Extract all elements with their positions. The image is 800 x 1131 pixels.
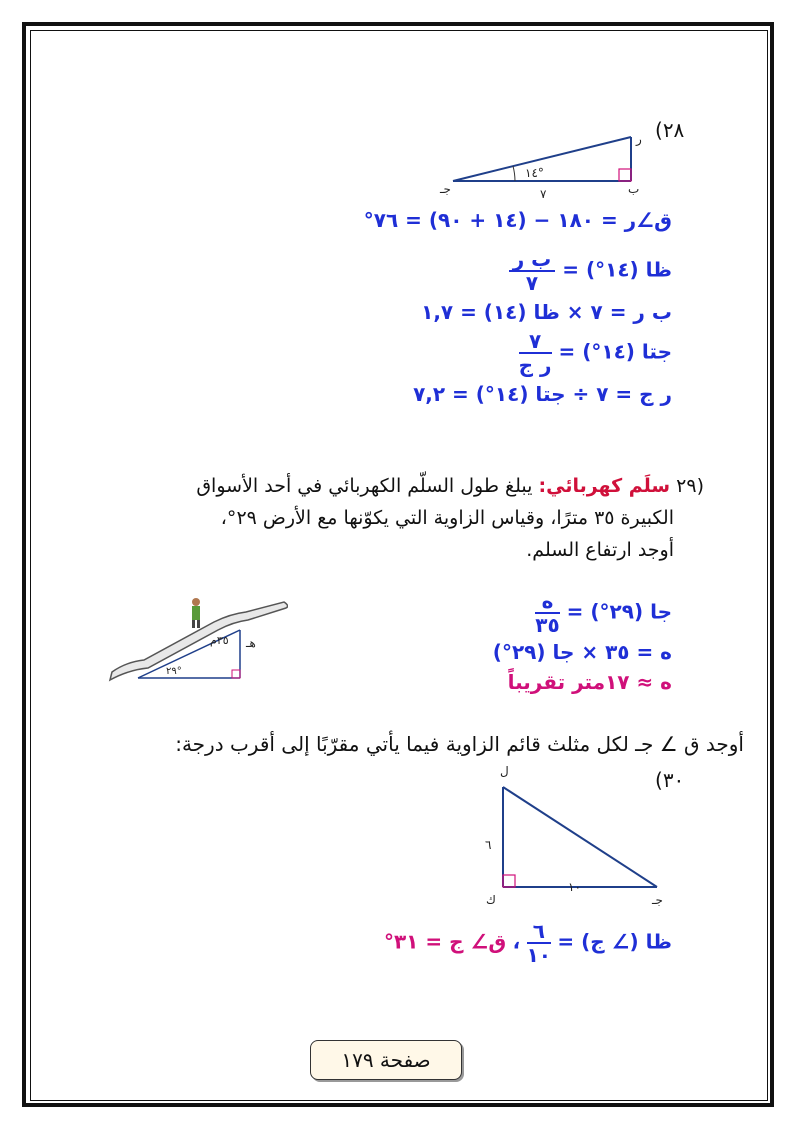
p28-line4 [519, 330, 672, 376]
p28-line2-den: ٧ [525, 271, 539, 295]
p28-line2 [509, 248, 672, 294]
escalator-diagram [108, 590, 288, 690]
label-side-10: ١٠ [568, 880, 581, 894]
p30-eq-left: ظا (∠ ج) = [557, 929, 672, 954]
label-side-6: ٦ [485, 838, 492, 852]
problem-29-number: (٢٩ [676, 475, 704, 497]
label-k: ك [486, 893, 496, 907]
page-number-box: صفحة ١٧٩ [310, 1040, 462, 1080]
p30-eq-fraction [527, 920, 551, 966]
p28-line4-fraction [519, 330, 552, 376]
p28-line4-den: ر ج [518, 353, 552, 377]
p28-line4-left: جتا (١٤°) = [558, 339, 672, 364]
p29-line1-den: ٣٥ [535, 613, 560, 637]
p28-line3: ب ر = ٧ × ظا (١٤) = ١,٧ [421, 300, 672, 324]
label-j-30: جـ [652, 893, 663, 907]
p30-eq-sep: ، [512, 929, 521, 954]
p30-equation [384, 920, 672, 966]
problem-29-line1 [196, 475, 704, 497]
p29-line1-left: جا (٢٩°) = [566, 599, 672, 624]
problem-29-text1: يبلغ طول السلّم الكهربائي في أحد الأسواق [196, 475, 533, 497]
p30-eq-right: ق∠ ج = ٣١° [383, 929, 507, 954]
p30-eq-den: ١٠ [526, 943, 552, 967]
problem-28-number: (٢٨ [655, 118, 685, 142]
p28-line5: ر ج = ٧ ÷ جتا (١٤°) = ٧,٢ [413, 382, 672, 406]
p29-line1-num: ه [535, 590, 559, 614]
label-hyp-35: ٣٥م [210, 634, 229, 647]
label-height-h: هـ [246, 636, 256, 650]
label-r: ر [636, 132, 642, 146]
problem-30-number: (٣٠ [655, 768, 685, 792]
label-b: ب [628, 182, 640, 196]
problem-30-triangle [495, 775, 665, 895]
p28-line4-num: ٧ [519, 330, 552, 354]
problem-29-text3: أوجد ارتفاع السلم. [526, 539, 674, 561]
label-angle-14: ١٤° [525, 166, 544, 180]
instruction-text: أوجد ق ∠ جـ لكل مثلث قائم الزاوية فيما يأتي مقرّبًا إلى أقرب درجة: [175, 732, 744, 756]
p29-line1-fraction [535, 590, 559, 636]
p29-line3: ه ≈ ١٧متر تقريباً [507, 670, 672, 694]
label-angle-29: ٢٩° [166, 666, 182, 677]
label-j: جـ [440, 182, 451, 196]
p29-line1 [535, 590, 672, 636]
p28-line1: ق∠ر = ١٨٠ − (١٤ + ٩٠) = ٧٦° [363, 208, 672, 232]
p28-line2-num: ب ر [509, 248, 556, 272]
label-side-7: ٧ [540, 187, 547, 201]
problem-29-title: سلَم كهربائي: [538, 475, 671, 497]
person-icon [192, 598, 200, 606]
p28-line2-fraction [509, 248, 556, 294]
p29-line2: ه = ٣٥ × جا (٢٩°) [492, 640, 672, 664]
p28-line2-left: ظا (١٤°) = [562, 257, 672, 282]
p30-eq-num: ٦ [527, 920, 551, 944]
label-l: ل [500, 764, 509, 778]
problem-29-text2: الكبيرة ٣٥ مترًا، وقياس الزاوية التي يكوّنها مع الأرض ٢٩°، [220, 507, 674, 529]
